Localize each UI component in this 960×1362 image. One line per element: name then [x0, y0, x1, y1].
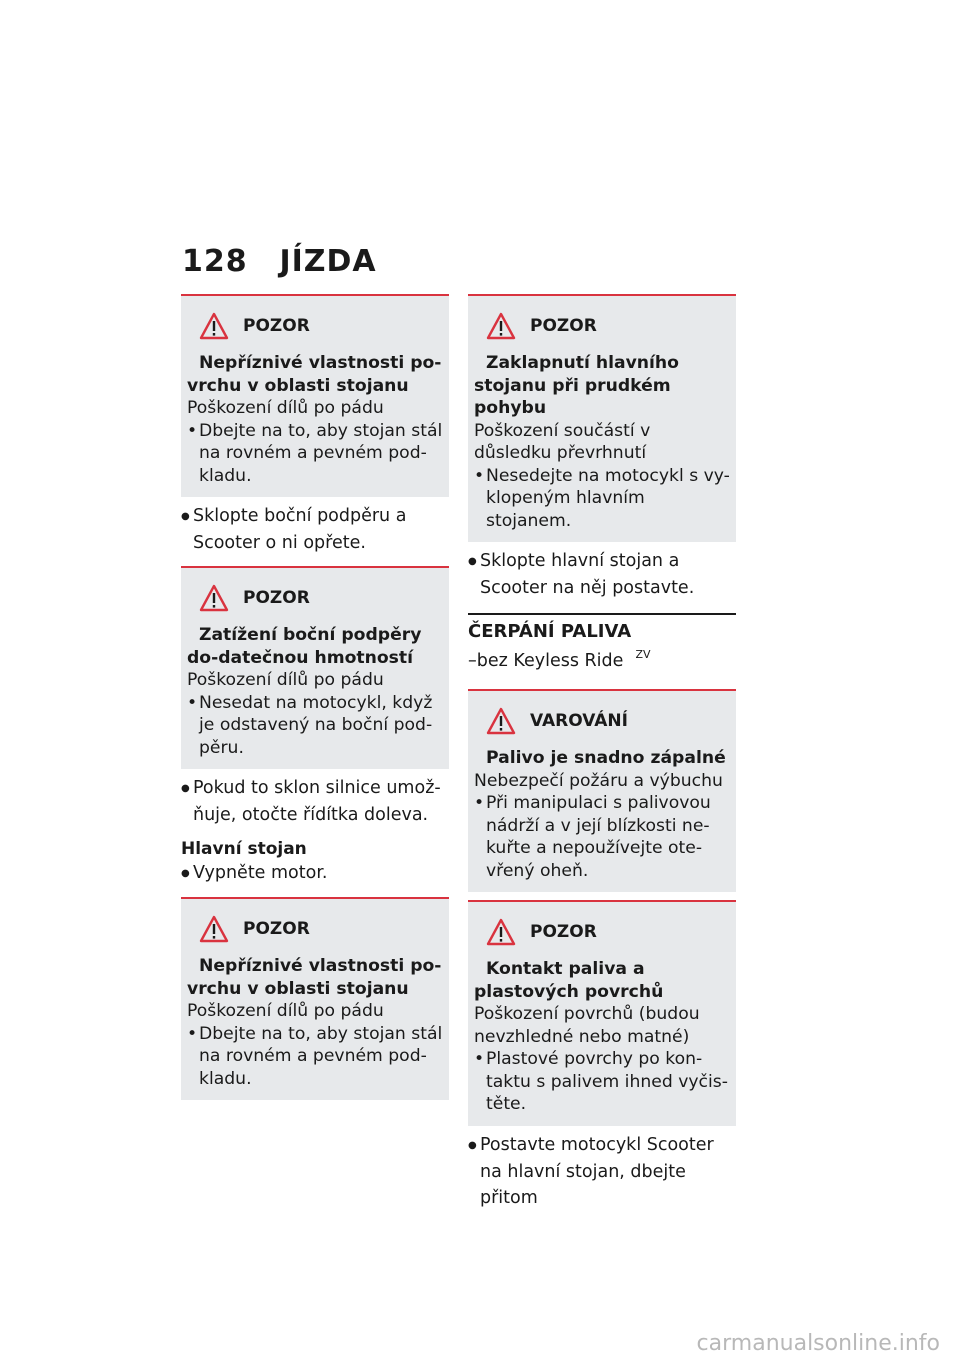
warning-item: • Nesedat na motocykl, když je odstavený na boční pod-pěru.	[187, 692, 443, 760]
warning-title: Kontakt paliva a plastových povrchů	[474, 959, 664, 1002]
warning-tag-label: POZOR	[530, 315, 597, 336]
step: ● Postavte motocykl Scooter na hlavní stojan, dbejte přitom	[468, 1132, 736, 1211]
warning-tag	[199, 584, 443, 612]
warning-box	[181, 897, 449, 1100]
section-heading: ČERPÁNÍ PALIVA	[468, 613, 736, 642]
warning-tag	[199, 915, 443, 943]
page-title: JÍZDA	[279, 244, 377, 279]
left-column	[181, 294, 449, 1100]
warning-title: Nepříznivé vlastnosti po-vrchu v oblasti stojanu	[187, 353, 442, 396]
warning-box	[468, 900, 736, 1126]
step: ● Vypněte motor.	[181, 860, 449, 887]
step: ● Pokud to sklon silnice umož-ňuje, otočte řídítka doleva.	[181, 775, 449, 828]
warning-item: • Plastové povrchy po kon-taktu s palivem ihned vyčis-těte.	[474, 1048, 730, 1116]
warning-title: Palivo je snadno zápalné	[486, 748, 726, 768]
model-note	[468, 648, 736, 671]
warning-title: Zaklapnutí hlavního stojanu při prudkém pohybu	[474, 353, 679, 418]
warning-triangle-icon	[486, 707, 516, 735]
warning-title: Zatížení boční podpěry do-datečnou hmotností	[187, 625, 422, 668]
warning-tag	[486, 707, 730, 735]
warning-tag-label: POZOR	[243, 315, 310, 336]
warning-triangle-icon	[486, 312, 516, 340]
warning-tag-label: POZOR	[243, 918, 310, 939]
warning-box	[468, 689, 736, 892]
warning-title: Nepříznivé vlastnosti po-vrchu v oblasti stojanu	[187, 956, 442, 999]
warning-text: Poškození dílů po pádu	[187, 670, 384, 690]
warning-box	[181, 294, 449, 497]
model-note-text: –bez Keyless Ride	[468, 651, 624, 671]
warning-tag-label: VAROVÁNÍ	[530, 710, 628, 731]
warning-box	[181, 566, 449, 769]
right-column	[468, 294, 736, 1221]
warning-text: Poškození součástí v důsledku převrhnutí	[474, 420, 651, 463]
warning-triangle-icon	[486, 918, 516, 946]
step: ● Sklopte hlavní stojan a Scooter na něj postavte.	[468, 548, 736, 601]
page-number: 128	[182, 244, 248, 279]
warning-tag-label: POZOR	[530, 921, 597, 942]
warning-triangle-icon	[199, 312, 229, 340]
page-header	[182, 244, 377, 279]
warning-tag-label: POZOR	[243, 587, 310, 608]
warning-item: • Dbejte na to, aby stojan stál na rovném a pevném pod-kladu.	[187, 420, 443, 488]
warning-triangle-icon	[199, 584, 229, 612]
warning-text: Poškození dílů po pádu	[187, 1001, 384, 1021]
warning-text: Poškození dílů po pádu	[187, 398, 384, 418]
warning-tag	[486, 918, 730, 946]
warning-tag	[486, 312, 730, 340]
model-note-sup: ZV	[635, 648, 651, 661]
warning-text: Nebezpečí požáru a výbuchu	[474, 770, 723, 791]
warning-text: Poškození povrchů (budou nevzhledné nebo matné)	[474, 1004, 700, 1047]
warning-tag	[199, 312, 443, 340]
warning-box	[468, 294, 736, 542]
warning-item: • Dbejte na to, aby stojan stál na rovném a pevném pod-kladu.	[187, 1023, 443, 1091]
warning-triangle-icon	[199, 915, 229, 943]
warning-item: • Při manipulaci s palivovou nádrží a v její blízkosti ne-kuřte a nepoužívejte ote-vřený oheň.	[474, 792, 730, 882]
step: ● Sklopte boční podpěru a Scooter o ni opřete.	[181, 503, 449, 556]
subheading: Hlavní stojan	[181, 839, 307, 859]
warning-item: • Nesedejte na motocykl s vy-klopeným hlavním stojanem.	[474, 465, 730, 533]
watermark: carmanualsonline.info	[696, 1331, 940, 1356]
